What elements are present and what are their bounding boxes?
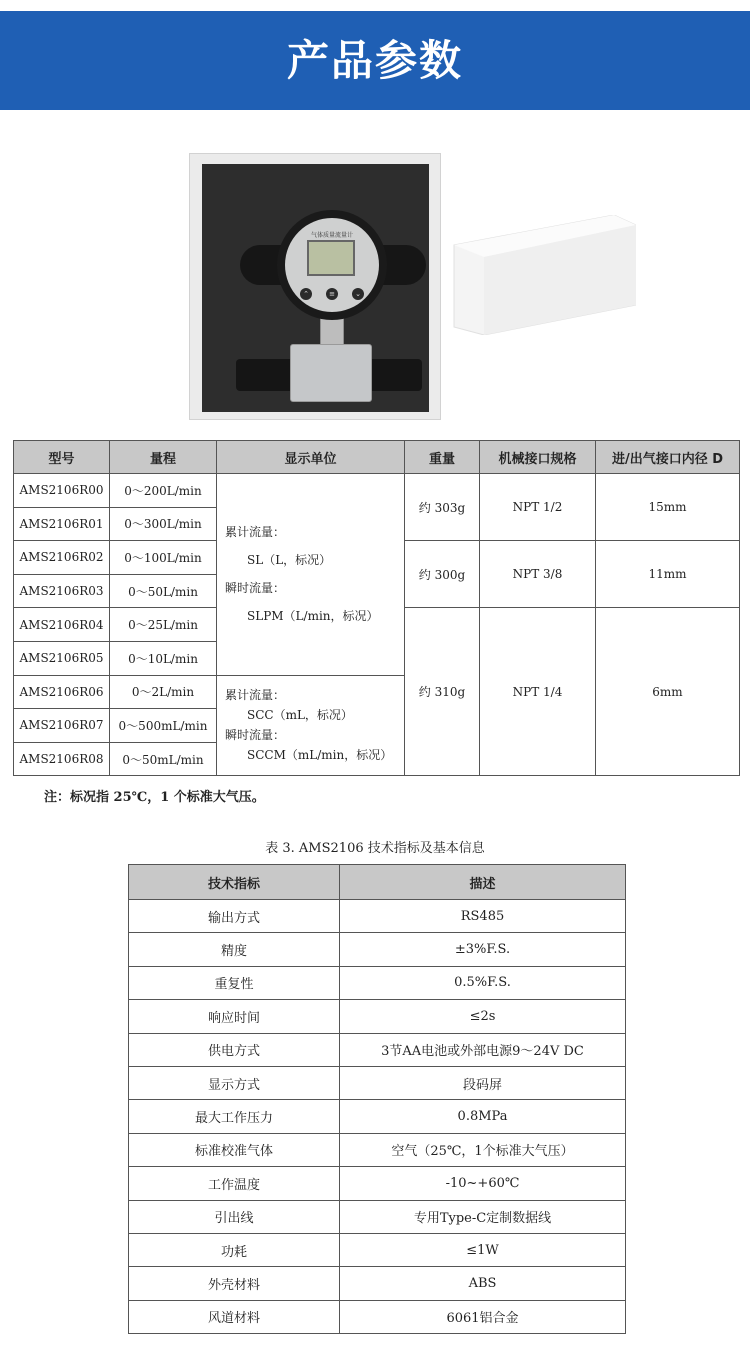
spec-name-cell: 显示方式 (129, 1066, 340, 1099)
cumulative-label: 累计流量： (225, 688, 286, 703)
range-cell: 0～100L/min (110, 541, 217, 575)
foam-insert (202, 164, 429, 412)
header-banner (0, 11, 750, 110)
table-row (14, 474, 740, 508)
menu-button-icon: ≡ (326, 288, 338, 300)
header-display-unit: 显示单位 (217, 441, 405, 474)
table-row (129, 1133, 626, 1166)
interface-cell: NPT 3/8 (480, 541, 596, 608)
spec-value-cell: ±3%F.S. (340, 933, 626, 966)
spec-name-cell: 最大工作压力 (129, 1100, 340, 1133)
instant-label: 瞬时流量： (225, 581, 286, 596)
table-header-row (129, 865, 626, 900)
spec-name-cell: 外壳材料 (129, 1267, 340, 1300)
table-row (129, 966, 626, 999)
instant-unit: SCCM（mL/min，标况） (247, 748, 393, 763)
table-header-row (14, 441, 740, 474)
page-title: 产品参数 (286, 36, 463, 85)
header-diameter: 进/出气接口内径 D (596, 441, 740, 474)
spec-value-cell: ≤1W (340, 1233, 626, 1266)
dial-face (285, 218, 379, 312)
box-lid-image (444, 215, 636, 335)
spec-name-cell: 工作温度 (129, 1167, 340, 1200)
cumulative-unit: SCC（mL，标况） (247, 708, 353, 723)
weight-cell: 约 303g (405, 474, 480, 541)
footnote: 注：标况指 25℃，1 个标准大气压。 (44, 790, 265, 805)
spec-name-cell: 重复性 (129, 966, 340, 999)
cumulative-unit: SL（L，标况） (247, 553, 332, 568)
table-row (129, 1000, 626, 1033)
table-row (129, 1200, 626, 1233)
header-spec: 技术指标 (129, 865, 340, 900)
table-row (129, 1100, 626, 1133)
diameter-cell: 15mm (596, 474, 740, 541)
range-cell: 0～10L/min (110, 641, 217, 675)
packaging-case (189, 153, 441, 420)
product-photo (189, 153, 641, 420)
instant-label: 瞬时流量： (225, 728, 286, 743)
model-cell: AMS2106R01 (14, 507, 110, 541)
spec-name-cell: 功耗 (129, 1233, 340, 1266)
model-cell: AMS2106R04 (14, 608, 110, 642)
diameter-cell: 6mm (596, 608, 740, 776)
header-interface: 机械接口规格 (480, 441, 596, 474)
interface-cell: NPT 1/4 (480, 608, 596, 776)
table-row (129, 933, 626, 966)
table-row (129, 1267, 626, 1300)
range-cell: 0～300L/min (110, 507, 217, 541)
interface-cell: NPT 1/2 (480, 474, 596, 541)
table-row (129, 1167, 626, 1200)
cumulative-label: 累计流量： (225, 525, 286, 540)
spec-name-cell: 风道材料 (129, 1300, 340, 1333)
table-caption: 表 3. AMS2106 技术指标及基本信息 (265, 841, 485, 856)
model-cell: AMS2106R05 (14, 641, 110, 675)
range-cell: 0～200L/min (110, 474, 217, 508)
range-cell: 0～50mL/min (110, 742, 217, 776)
table-row (129, 1033, 626, 1066)
model-cell: AMS2106R03 (14, 574, 110, 608)
spec-table (128, 864, 626, 1334)
header-description: 描述 (340, 865, 626, 900)
spec-name-cell: 输出方式 (129, 900, 340, 933)
spec-value-cell: 0.8MPa (340, 1100, 626, 1133)
header-weight: 重量 (405, 441, 480, 474)
model-cell: AMS2106R07 (14, 709, 110, 743)
header-model: 型号 (14, 441, 110, 474)
spec-name-cell: 响应时间 (129, 1000, 340, 1033)
weight-cell: 约 310g (405, 608, 480, 776)
spec-value-cell: 0.5%F.S. (340, 966, 626, 999)
header-range: 量程 (110, 441, 217, 474)
spec-name-cell: 供电方式 (129, 1033, 340, 1066)
spec-table-body (129, 900, 626, 1334)
diameter-cell: 11mm (596, 541, 740, 608)
flow-sensor-body (290, 344, 372, 402)
model-cell: AMS2106R08 (14, 742, 110, 776)
range-cell: 0～50L/min (110, 574, 217, 608)
spec-value-cell: ≤2s (340, 1000, 626, 1033)
spec-value-cell: 空气（25℃，1个标准大气压） (340, 1133, 626, 1166)
model-cell: AMS2106R02 (14, 541, 110, 575)
range-cell: 0～500mL/min (110, 709, 217, 743)
down-button-icon: ⌄ (352, 288, 364, 300)
instant-unit: SLPM（L/min，标况） (247, 609, 379, 624)
spec-value-cell: -10~+60℃ (340, 1167, 626, 1200)
model-cell: AMS2106R00 (14, 474, 110, 508)
table-row (129, 1066, 626, 1099)
table-row (129, 900, 626, 933)
spec-value-cell: RS485 (340, 900, 626, 933)
up-button-icon: ⌃ (300, 288, 312, 300)
dial-label: 气体质量流量计 (310, 232, 353, 239)
spec-value-cell: 专用Type-C定制数据线 (340, 1200, 626, 1233)
spec-name-cell: 精度 (129, 933, 340, 966)
display-unit-cell (217, 675, 405, 776)
weight-cell: 约 300g (405, 541, 480, 608)
meter-dial (277, 210, 387, 320)
lcd-screen (307, 240, 355, 276)
spec-name-cell: 引出线 (129, 1200, 340, 1233)
spec-name-cell: 标准校准气体 (129, 1133, 340, 1166)
range-cell: 0～25L/min (110, 608, 217, 642)
table-row (129, 1300, 626, 1333)
spec-value-cell: 3节AA电池或外部电源9～24V DC (340, 1033, 626, 1066)
table-row (129, 1233, 626, 1266)
model-table (13, 440, 740, 776)
model-cell: AMS2106R06 (14, 675, 110, 709)
spec-value-cell: ABS (340, 1267, 626, 1300)
range-cell: 0～2L/min (110, 675, 217, 709)
display-unit-cell (217, 474, 405, 676)
spec-value-cell: 段码屏 (340, 1066, 626, 1099)
spec-value-cell: 6061铝合金 (340, 1300, 626, 1333)
